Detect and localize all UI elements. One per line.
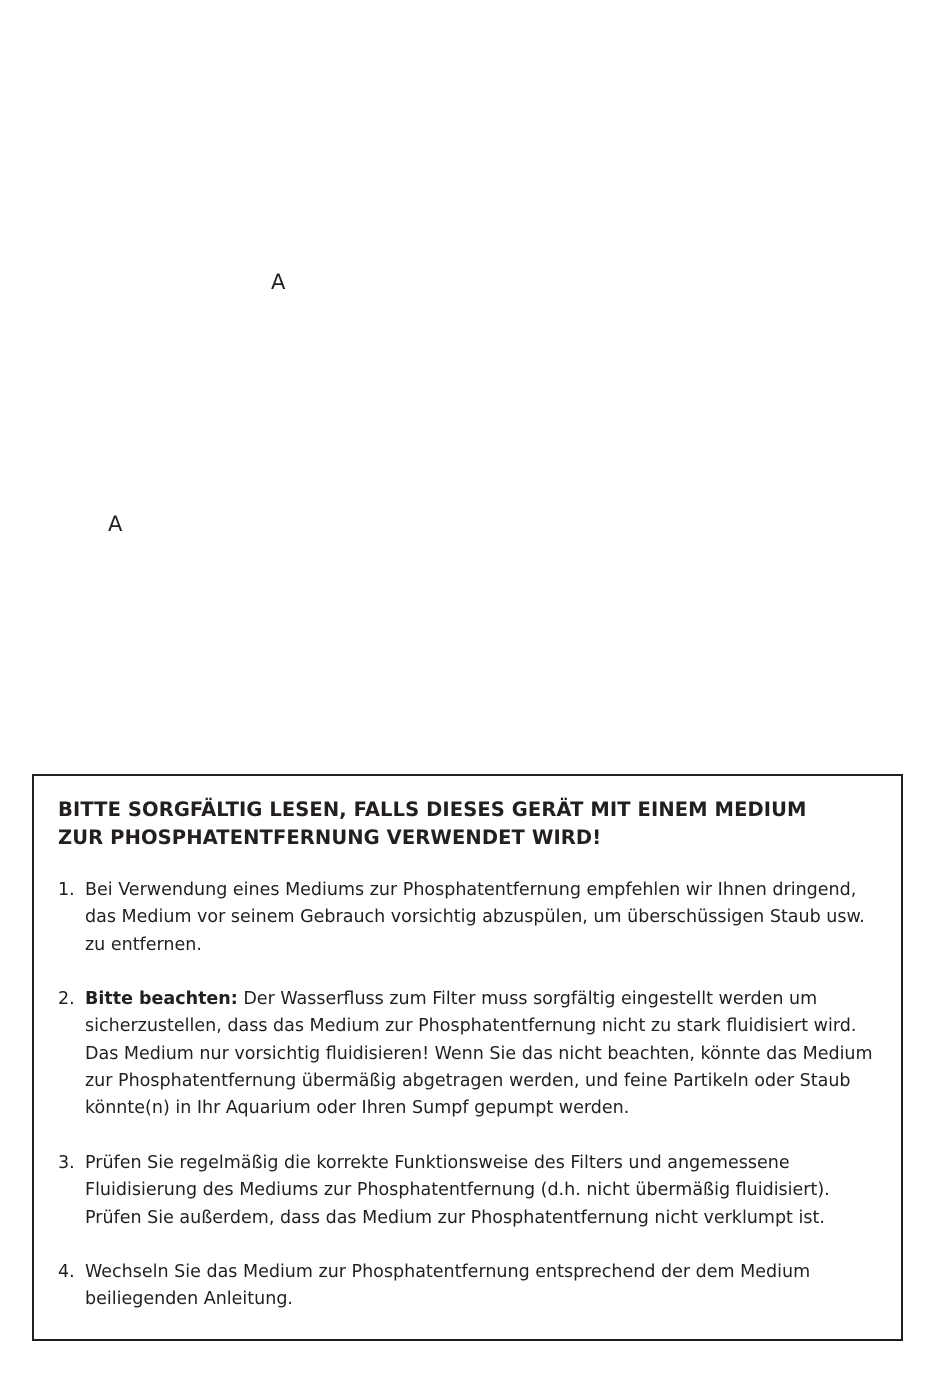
item-text: Wechseln Sie das Medium zur Phosphatentfernung entsprechend der dem Medium beiliegenden Anleitung. <box>85 1262 811 1310</box>
item-number: 1. <box>58 880 75 900</box>
notice-list <box>58 877 888 1314</box>
notice-title-line-1: BITTE SORGFÄLTIG LESEN, FALLS DIESES GERÄT MIT EINEM MEDIUM <box>58 798 807 821</box>
notice-title-line-2: ZUR PHOSPHATENTFERNUNG VERWENDET WIRD! <box>58 826 602 849</box>
figure-label-a-upper: A <box>271 270 286 294</box>
item-text: Bei Verwendung eines Mediums zur Phosphatentfernung empfehlen wir Ihnen dringend, das Medium vor seinem Gebrauch vorsichtig abzuspülen, um überschüssigen Staub usw. zu entfernen. <box>85 880 865 955</box>
notice-title <box>58 796 878 852</box>
notice-item-3 <box>58 1150 888 1232</box>
figure-label-a-lower: A <box>108 512 123 536</box>
item-emphasis: Bitte beachten: <box>85 989 238 1010</box>
notice-box <box>32 774 903 1341</box>
item-number: 3. <box>58 1152 75 1173</box>
item-text: Prüfen Sie regelmäßig die korrekte Funktionsweise des Filters und angemessene Fluidisierung des Mediums zur Phosphatentfernung (d.h. nicht übermäßig fluidisiert). Prüfen Sie außerdem, dass das Medium zur Phosphatentfernung nicht verklumpt ist. <box>85 1152 830 1228</box>
notice-item-4 <box>58 1259 888 1314</box>
notice-item-1 <box>58 877 888 959</box>
item-text: Der Wasserfluss zum Filter muss sorgfältig eingestellt werden um sicherzustellen, dass das Medium zur Phosphatentfernung nicht zu stark fluidisiert wird. Das Medium nur vorsichtig fluidisieren! Wenn Sie das nicht beachten, könnte das Medium zur Phosphatentfernung übermäßig abgetragen werden, und feine Partikeln oder Staub könnte(n) in Ihr Aquarium oder Ihren Sumpf gepumpt werden. <box>85 989 873 1119</box>
notice-item-2 <box>58 986 888 1122</box>
item-number: 4. <box>58 1262 75 1283</box>
item-number: 2. <box>58 989 75 1010</box>
